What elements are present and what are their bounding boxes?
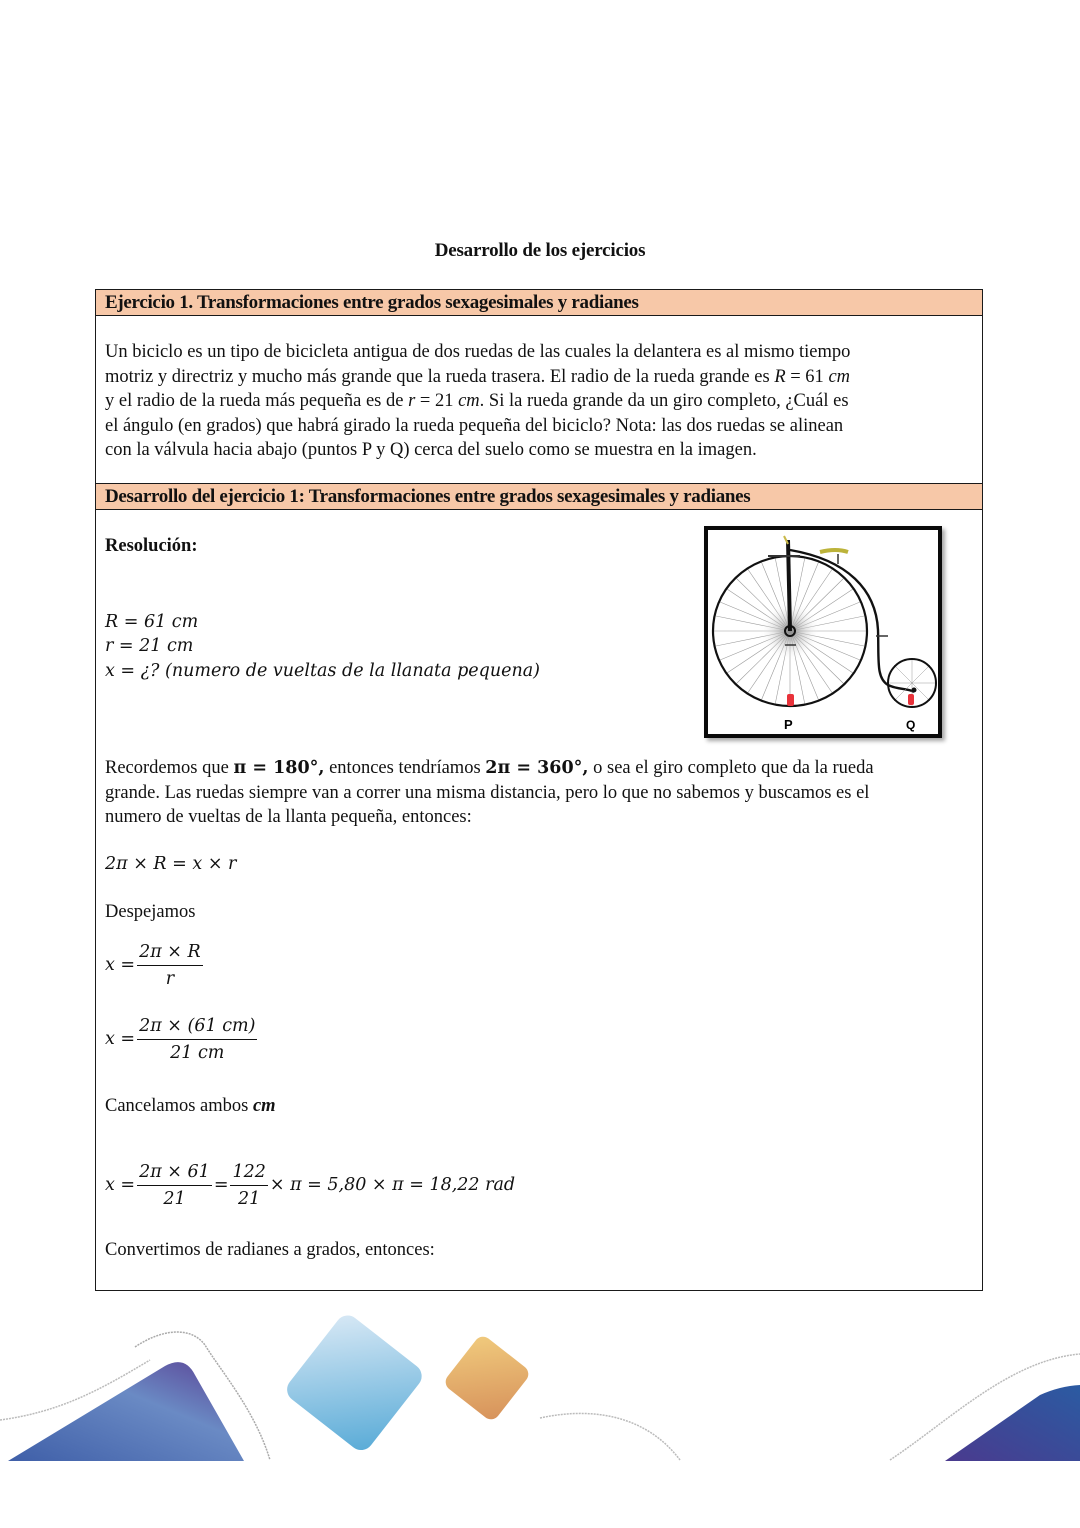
development-body xyxy=(96,510,982,1290)
equation-3: x = $\frac{2\pi \times (61 cm)}{21 cm}$ xyxy=(105,1015,256,1063)
given-r: r = 21 cm xyxy=(105,636,194,657)
equation-2: x = $\frac{2\pi \times R}{r}$ xyxy=(105,941,201,989)
statement-line-5: con la válvula hacia abajo (puntos P y Q) cerca del suelo como se muestra en la imagen. xyxy=(105,440,757,461)
recall-paragraph: Recordemos que π = 180°, entonces tendríamos 2π = 360°, o sea el giro completo que da la rueda grande. Las ruedas siempre van a correr una misma distancia, pero lo que no sabemos y buscamos es el numero de vueltas de la llanta pequeña, entonces: xyxy=(105,757,874,828)
equation-4: x = $\frac{2\pi \times 61}{21}$ = $\frac{122}{21}$ × π = 5,80 × π = 18,22 rad xyxy=(105,1161,516,1209)
valve-q xyxy=(908,694,914,705)
footer-decoration xyxy=(0,1290,1080,1480)
given-x: x = ¿? (numero de vueltas de la llanata pequena) xyxy=(105,660,541,681)
statement-line-4: el ángulo (en grados) que habrá girado la rueda pequeña del biciclo? Nota: las dos ruedas se alinean xyxy=(105,415,844,436)
givens-list xyxy=(105,610,540,684)
right-triangle-shape xyxy=(945,1385,1080,1461)
statement-line-1: Un biciclo es un tipo de bicicleta antigua de dos ruedas de las cuales la delantera es al mismo tiempo xyxy=(105,342,851,362)
resolution-label: Resolución: xyxy=(105,535,198,556)
despejamos-label: Despejamos xyxy=(105,901,196,922)
given-R: R = 61 cm xyxy=(105,611,199,632)
page-title: Desarrollo de los ejercicios xyxy=(434,240,646,261)
exercise-header: Ejercicio 1. Transformaciones entre grados sexagesimales y radianes xyxy=(96,290,982,316)
equation-1: 2π × R = x × r xyxy=(105,853,237,874)
blue-triangle-shape xyxy=(8,1362,244,1461)
statement-line-2: motriz y directriz y mucho más grande que la rueda trasera. El radio de la rueda grande es R = 61 cm xyxy=(105,366,851,387)
bicycle-icon xyxy=(708,530,938,734)
label-q: Q xyxy=(906,717,916,732)
label-p: P xyxy=(784,716,793,732)
valve-p xyxy=(787,694,794,706)
exercise-table xyxy=(95,289,983,1291)
convert-note: Convertimos de radianes a grados, entonces: xyxy=(105,1239,435,1260)
statement-line-3: y el radio de la rueda más pequeña es de r = 21 cm. Si la rueda grande da un giro completo, ¿Cuál es xyxy=(105,391,849,412)
development-header: Desarrollo del ejercicio 1: Transformaciones entre grados sexagesimales y radianes xyxy=(96,483,982,510)
light-blue-square-shape xyxy=(280,1308,429,1457)
orange-square-shape xyxy=(441,1332,534,1425)
cancel-note: Cancelamos ambos cm xyxy=(105,1095,276,1116)
penny-farthing-figure xyxy=(704,526,942,738)
exercise-statement xyxy=(96,316,982,483)
